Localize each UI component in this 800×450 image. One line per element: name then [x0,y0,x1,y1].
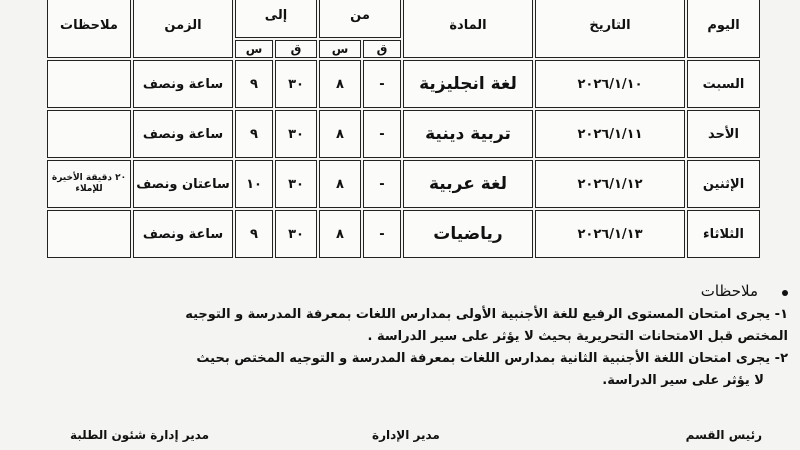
notes-title: ملاحظات [700,282,758,300]
note-line-2: المختص قبل الامتحانات التحريرية بحيث لا يؤثر على سير الدراسة . [367,329,788,344]
header-duration: الزمن [133,0,233,58]
row-date: ٢٠٢٦/١/١١ [535,110,685,158]
header-notes: ملاحظات [47,0,131,58]
row-to-minute: ٣٠ [275,160,317,208]
notes-section [8,280,788,392]
row-from-minute: - [363,160,401,208]
signature-director: مدير الإدارة [372,428,440,442]
note-line-1: ١- يجرى امتحان المستوى الرفيع للغة الأجنبية الأولى بمدارس اللغات بمعرفة المدرسة و التوجيه [185,307,788,322]
row-from-hour: ٨ [319,210,361,258]
row-date: ٢٠٢٦/١/١٣ [535,210,685,258]
row-duration: ساعة ونصف [133,210,233,258]
row-to-minute: ٣٠ [275,60,317,108]
row-day: السبت [687,60,760,108]
row-to-hour: ٩ [235,210,273,258]
header-from: من [319,0,401,38]
row-note: ٢٠ دقيقة الأخيرة للإملاء [47,160,131,208]
row-to-minute: ٣٠ [275,110,317,158]
signature-head: رئيس القسم [685,428,762,442]
header-date: التاريخ [535,0,685,58]
subheader-to-hour: س [235,40,273,58]
row-to-hour: ٩ [235,110,273,158]
header-day: اليوم [687,0,760,58]
bullet-icon [782,290,788,296]
subheader-from-hour: س [319,40,361,58]
table-row [47,110,760,158]
header-row [47,0,760,38]
row-note [47,60,131,108]
row-duration: ساعة ونصف [133,110,233,158]
row-from-hour: ٨ [319,110,361,158]
row-subject: تربية دينية [403,110,533,158]
row-to-minute: ٣٠ [275,210,317,258]
row-day: الثلاثاء [687,210,760,258]
table-row [47,210,760,258]
row-subject: رياضيات [403,210,533,258]
signature-affairs: مدير إدارة شئون الطلبة [70,428,210,442]
row-day: الإثنين [687,160,760,208]
note-line-3: ٢- يجرى امتحان اللغة الأجنبية الثانية بمدارس اللغات بمعرفة المدرسة و التوجيه المختص بحيث [196,351,788,366]
row-to-hour: ٩ [235,60,273,108]
row-from-minute: - [363,210,401,258]
subheader-to-minute: ق [275,40,317,58]
note-line-4: لا يؤثر على سير الدراسة. [602,373,764,388]
exam-schedule-table [45,0,762,260]
row-note [47,110,131,158]
row-from-hour: ٨ [319,60,361,108]
row-from-minute: - [363,110,401,158]
signatures [0,428,800,448]
row-duration: ساعتان ونصف [133,160,233,208]
table-row [47,60,760,108]
header-subject: المادة [403,0,533,58]
row-date: ٢٠٢٦/١/١٢ [535,160,685,208]
row-subject: لغة انجليزية [403,60,533,108]
notes-heading [8,280,788,304]
header-to: إلى [235,0,317,38]
row-day: الأحد [687,110,760,158]
row-note [47,210,131,258]
row-from-minute: - [363,60,401,108]
row-from-hour: ٨ [319,160,361,208]
row-duration: ساعة ونصف [133,60,233,108]
row-to-hour: ١٠ [235,160,273,208]
subheader-from-minute: ق [363,40,401,58]
row-subject: لغة عربية [403,160,533,208]
row-date: ٢٠٢٦/١/١٠ [535,60,685,108]
table-row [47,160,760,208]
